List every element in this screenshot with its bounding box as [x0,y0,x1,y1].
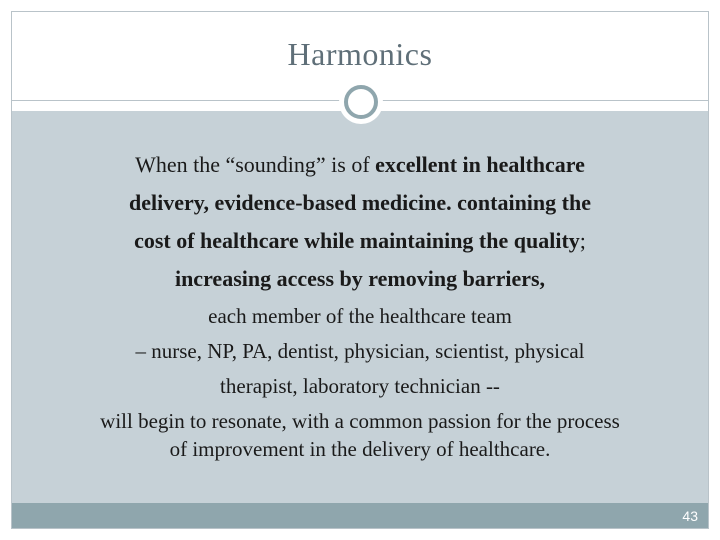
body-line-1-plain: When the “sounding” is of [135,152,376,177]
body-line-3 [20,222,700,260]
body-line-8: will begin to resonate, with a common passion for the process [100,409,620,433]
slide-title: Harmonics [287,36,433,72]
body-line-3-bold: cost of healthcare while maintaining the quality [134,228,580,253]
body-line-1-bold: excellent in healthcare [375,152,585,177]
footer-bar [12,503,708,528]
body-line-5: each member of the healthcare team [208,304,512,328]
body-line-1 [20,146,700,184]
body-text [20,146,700,463]
body-line-6: – nurse, NP, PA, dentist, physician, scientist, physical [135,339,585,363]
page-number: 43 [682,508,698,524]
body-line-7: therapist, laboratory technician -- [220,374,500,398]
body-line-4: increasing access by removing barriers, [174,266,546,291]
body-line-2: delivery, evidence-based medicine. containing the [129,190,591,215]
ring-icon [344,85,378,119]
body-line-9: of improvement in the delivery of healthcare. [169,437,551,461]
body-line-3-plain: ; [579,228,586,253]
